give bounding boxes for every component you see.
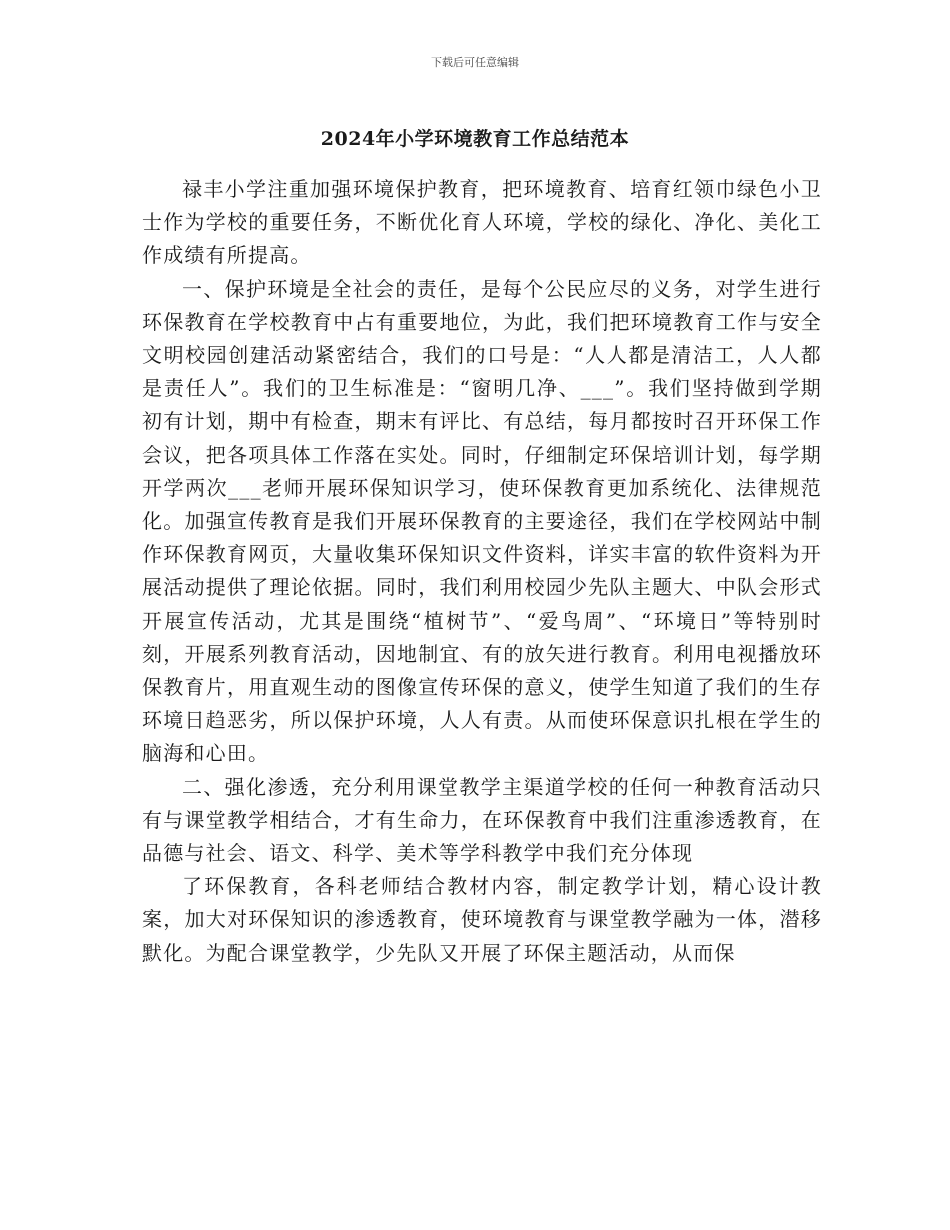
- document-body: [142, 173, 822, 970]
- paragraph-intro: 禄丰小学注重加强环境保护教育，把环境教育、培育红领巾绿色小卫士作为学校的重要任务，不断优化育人环境，学校的绿化、净化、美化工作成绩有所提高。: [142, 177, 822, 268]
- document-title: 2024年小学环境教育工作总结范本: [320, 128, 630, 150]
- paragraph-section-two: 二、强化渗透，充分利用课堂教学主渠道学校的任何一种教育活动只有与课堂教学相结合，才有生命力，在环保教育中我们注重渗透教育，在品德与社会、语文、科学、美术等学科教学中我们充分体现: [142, 774, 822, 866]
- header-note: 下载后可任意编辑: [431, 56, 519, 69]
- paragraph-continuation: 了环保教育，各科老师结合教材内容，制定教学计划，精心设计教案，加大对环保知识的渗透教育，使环境教育与课堂教学融为一体，潜移默化。为配合课堂教学，少先队又开展了环保主题活动，从而保: [142, 874, 822, 965]
- paragraph-section-one: 一、保护环境是全社会的责任，是每个公民应尽的义务，对学生进行环保教育在学校教育中占有重要地位，为此，我们把环境教育工作与安全文明校园创建活动紧密结合，我们的口号是：“人人都是清洁工，人人都是责任人”。我们的卫生标准是：“窗明几净、___”。我们坚持做到学期初有计划，期中有检查，期末有评比、有总结，每月都按时召开环保工作会议，把各项具体工作落在实处。同时，仔细制定环保培训计划，每学期开学两次___老师开展环保知识学习，使环保教育更加系统化、法律规范化。加强宣传教育是我们开展环保教育的主要途径，我们在学校网站中制作环保教育网页，大量收集环保知识文件资料，详实丰富的软件资料为开展活动提供了理论依据。同时，我们利用校园少先队主题大、中队会形式开展宣传活动，尤其是围绕“植树节”、“爱鸟周”、“环境日”等特别时刻，开展系列教育活动，因地制宜、有的放矢进行教育。利用电视播放环保教育片，用直观生动的图像宣传环保的意义，使学生知道了我们的生存环境日趋恶劣，所以保护环境，人人有责。从而使环保意识扎根在学生的脑海和心田。: [142, 276, 822, 766]
